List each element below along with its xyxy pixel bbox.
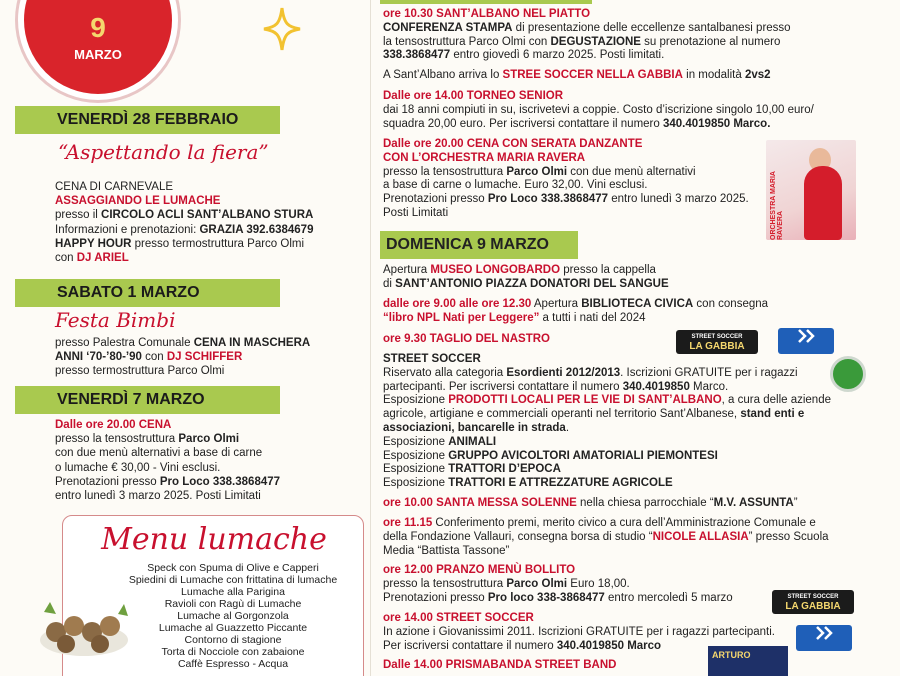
photo-caption: ORCHESTRA MARIA RAVERA [770, 171, 784, 240]
museo-line1-end: presso la cappella [560, 264, 656, 276]
dom9-santa-messa [383, 497, 858, 511]
biblioteca-line1-end: con consegna [693, 298, 769, 310]
menu-item: Speck con Spuma di Olive e Capperi [147, 562, 319, 574]
e1-phone: 338.3868477 [383, 49, 451, 62]
e1-line2-end: su prenotazione al numero [640, 35, 781, 48]
sponsor-logo-blue [778, 328, 834, 354]
esposizione-label: Esposizione [383, 449, 449, 462]
arturo-band-photo [708, 646, 788, 676]
ss2-line1: In azione i Giovanissimi 2011. Iscrizioni GRATUITE per i ragazzi partecipanti. [383, 625, 776, 638]
sab8-event-santalbano [383, 8, 858, 63]
esposizione-label: Esposizione [383, 463, 449, 476]
biblioteca-line2: a tutti i nati del 2024 [539, 311, 646, 324]
museo-location: SANT’ANTONIO PIAZZA DONATORI DEL SANGUE [395, 277, 669, 290]
pranzo-venue: Parco Olmi [506, 577, 568, 590]
orchestra-maria-ravera-photo [766, 140, 856, 240]
ven7-line2-label: presso la tensostruttura [55, 433, 179, 446]
conferenza-stampa: CONFERENZA STAMPA [383, 21, 513, 34]
dom9-street-soccer [383, 353, 858, 491]
menu-item: Torta di Nocciole con zabaione [161, 646, 305, 658]
ven7-line4: o lumache € 30,00 - Vini esclusi. [55, 461, 221, 474]
ss-phone: 340.4019850 [622, 380, 690, 393]
e4-line2: a base di carne o lumache. Euro 32,00. Vini esclusi. [383, 179, 648, 192]
premi-line2-end: ” presso Scuola [748, 530, 829, 543]
esposizione-trattori-epoca: TRATTORI D’EPOCA [448, 463, 561, 476]
ss2-line2: Per iscriversi contattare il numero [383, 639, 557, 652]
ss2-title: ore 14.00 STREET SOCCER [383, 612, 534, 624]
column-divider [370, 0, 371, 676]
e4-line3: Prenotazioni presso [383, 193, 488, 206]
e4-line1-end: con due menù alternativi [567, 165, 696, 178]
menu-item: Caffè Espresso - Acqua [177, 658, 289, 670]
heading-sabato-1: SABATO 1 MARZO [15, 279, 280, 307]
logo-top-text: STREET SOCCER [787, 594, 839, 600]
e4-line4: Posti Limitati [383, 206, 449, 219]
ven28-line2: ASSAGGIANDO LE LUMACHE [55, 195, 221, 208]
sab8-torneo-senior [383, 90, 858, 131]
cena-danzante-title: Dalle ore 20.00 CENA CON SERATA DANZANTE [383, 138, 643, 150]
menu-items [113, 562, 353, 670]
sponsor-mark-icon [795, 328, 817, 344]
ven7-proloco: Pro Loco 338.3868477 [159, 475, 281, 488]
subtitle-aspettando-la-fiera: “Aspettando la fiera” [58, 140, 269, 164]
arturo-label: ARTURO [712, 650, 751, 660]
street-soccer-logo-2 [772, 590, 854, 614]
ven28-line1: CENA DI CARNEVALE [55, 181, 174, 193]
ss-line5-end: . [565, 421, 570, 434]
dom9-biblioteca [383, 298, 858, 326]
sab8-street-soccer-intro [383, 69, 858, 83]
e4-proloco: Pro Loco 338.3868477 [487, 193, 609, 206]
badge-month: MARZO [74, 47, 122, 62]
pranzo-proloco: Pro loco 338-3868477 [487, 591, 605, 604]
e2-mode: 2vs2 [744, 69, 771, 81]
torneo-senior-line1: dai 18 anni compiuti in su, iscrivetevi a coppie. Costo d’iscrizione singolo 10,00 euro/ [383, 103, 814, 116]
heading-domenica-9: DOMENICA 9 MARZO [380, 231, 578, 259]
logo-top-text: STREET SOCCER [691, 334, 743, 340]
premi-time: ore 11.15 [383, 517, 433, 529]
ven7-line6: entro lunedì 3 marzo 2025. Posti Limitati [55, 490, 261, 503]
top-green-band [380, 0, 592, 4]
ss-line1: Riservato alla categoria [383, 366, 507, 379]
e1-line2: la tensostruttura Parco Olmi con [383, 35, 551, 48]
e2-mode-label: in modalità [682, 69, 745, 81]
ss2-phone: 340.4019850 Marco [556, 639, 662, 652]
logo-main-text: LA GABBIA [785, 601, 841, 612]
ss-line2: partecipanti. Per iscriversi contattare il numero [383, 380, 623, 393]
esposizione-label: Esposizione [383, 394, 449, 407]
e1-title: ore 10.30 SANT’ALBANO NEL PIATTO [383, 8, 591, 20]
taglio-nastro-title: ore 9.30 TAGLIO DEL NASTRO [383, 333, 550, 345]
messa-chiesa: M.V. ASSUNTA [713, 497, 794, 509]
snails-illustration-icon [34, 592, 134, 662]
pranzo-line2: Prenotazioni presso [383, 591, 488, 604]
subtitle-festa-bimbi: Festa Bimbi [55, 308, 176, 332]
torneo-senior-phone: 340.4019850 Marco. [662, 117, 771, 130]
e4-line3-end: entro lunedì 3 marzo 2025. [608, 193, 749, 206]
logo-main-text: LA GABBIA [689, 341, 745, 352]
esposizione-avicoltori: GRUPPO AVICOLTORI AMATORIALI PIEMONTESI [448, 449, 718, 462]
ven7-details [55, 418, 280, 503]
museo-intro: Apertura [383, 264, 431, 276]
e2-intro: A Sant’Albano arriva lo [383, 69, 503, 81]
esposizione-animali: ANIMALI [448, 435, 497, 448]
museo-line2-label: di [383, 277, 396, 290]
esposizione-label: Esposizione [383, 477, 449, 490]
ven28-line3-label: presso il [55, 209, 102, 222]
biblioteca-label: Apertura [531, 298, 582, 310]
heading-venerdi-28: VENERDÌ 28 FEBBRAIO [15, 106, 280, 134]
ven28-venue: CIRCOLO ACLI SANT’ALBANO STURA [101, 209, 314, 222]
dom9-premi [383, 517, 858, 558]
soccer-ball-logo [830, 356, 866, 392]
associazioni-bancarelle: associazioni, bancarelle in strada [383, 421, 566, 434]
sab1-details [55, 336, 310, 379]
sponsor-mark-icon [813, 625, 835, 641]
e1-line3: entro giovedì 6 marzo 2025. Posti limitati. [450, 49, 665, 62]
santa-messa: ore 10.00 SANTA MESSA SOLENNE [383, 497, 577, 509]
ven7-line3: con due menù alternativi a base di carne [55, 447, 263, 460]
torneo-senior-title: Dalle ore 14.00 TORNEO SENIOR [383, 90, 564, 102]
pranzo-line1: presso la tensostruttura [383, 577, 507, 590]
pranzo-title: ore 12.00 PRANZO MENÙ BOLLITO [383, 564, 576, 576]
badge-day: 9 [90, 12, 106, 43]
stree-soccer-gabbia: STREE SOCCER NELLA GABBIA [502, 69, 683, 81]
orchestra-ravera-title: CON L’ORCHESTRA MARIA RAVERA [383, 151, 586, 164]
cena-in-maschera: CENA IN MASCHERA [193, 337, 311, 349]
menu-item: Lumache alla Parigina [181, 586, 285, 598]
e4-venue: Parco Olmi [506, 165, 568, 178]
biblioteca-civica: BIBLIOTECA CIVICA [581, 298, 694, 310]
pranzo-deadline: entro mercoledì 5 marzo [604, 591, 733, 604]
sab1-con: con [141, 351, 167, 364]
street-soccer-logo [676, 330, 758, 354]
dom9-museo [383, 264, 858, 292]
torneo-senior-line2: squadra 20,00 euro. Per iscriversi contattare il numero [383, 117, 663, 130]
happy-hour-venue: presso termostruttura Parco Olmi [131, 237, 305, 250]
menu-title: Menu lumache [101, 522, 327, 557]
biblioteca-time: dalle ore 9.00 alle ore 12.30 [383, 298, 532, 310]
npl-book: “libro NPL Nati per Leggere” [383, 311, 540, 324]
menu-item: Spiedini di Lumache con frittatina di lumache [128, 574, 338, 586]
ven28-contact: GRAZIA 392.6384679 [199, 223, 314, 236]
ven28-line4-label: Informazioni e prenotazioni: [55, 223, 200, 236]
stand-enti: stand enti e [740, 408, 805, 421]
messa-close-quote: ” [793, 497, 798, 509]
ss-category: Esordienti 2012/2013 [506, 366, 621, 379]
heading-venerdi-7: VENERDÌ 7 MARZO [15, 386, 280, 414]
messa-label: nella chiesa parrocchiale “ [576, 497, 714, 509]
happy-hour-label: HAPPY HOUR [55, 237, 132, 250]
esposizione-label: Esposizione [383, 435, 449, 448]
ss-line2-end: Marco. [689, 380, 729, 393]
prismabanda-title: Dalle 14.00 PRISMABANDA STREET BAND [383, 659, 617, 671]
prodotti-locali: PRODOTTI LOCALI PER LE VIE DI SANT’ALBANO [448, 394, 722, 407]
ven7-venue: Parco Olmi [178, 433, 240, 446]
menu-item: Lumache al Guazzetto Piccante [158, 622, 308, 634]
ven28-line6-label: con [55, 252, 77, 265]
ss-line4: agricole, artigiane e commerciali operanti nel territorio Sant’Albanese, [383, 408, 741, 421]
ven28-details [55, 180, 313, 265]
ven7-cena-time: Dalle ore 20.00 CENA [55, 419, 172, 431]
sab1-line1-label: presso Palestra Comunale [55, 337, 194, 349]
ss-line3-end: , a cura delle aziende [721, 394, 831, 407]
ss-line1-end: . Iscrizioni GRATUITE per i ragazzi [620, 366, 798, 379]
e1-line1: di presentazione delle eccellenze santalbanesi presso [512, 21, 791, 34]
degustazione: DEGUSTAZIONE [550, 35, 641, 48]
museo-longobardo: MUSEO LONGOBARDO [430, 264, 561, 276]
e4-line1: presso la tensostruttura [383, 165, 507, 178]
menu-item: Contorno di stagione [184, 634, 282, 646]
dj-ariel: DJ ARIEL [76, 252, 129, 265]
premi-line3: Media “Battista Tassone” [383, 544, 510, 557]
esposizione-trattori-attrezzature: TRATTORI E ATTREZZATURE AGRICOLE [448, 477, 673, 490]
premi-line1: Conferimento premi, merito civico a cura dell’Amministrazione Comunale e [432, 517, 816, 529]
dj-schiffer: DJ SCHIFFER [166, 351, 243, 364]
anni-70-80-90: ANNI ‘70-’80-’90 [55, 351, 142, 364]
menu-item: Lumache al Gorgonzola [177, 610, 289, 622]
pranzo-price: Euro 18,00. [567, 577, 630, 590]
sponsor-logo-blue-2 [796, 625, 852, 651]
premi-line2: della Fondazione Vallauri, consegna borsa di studio “ [383, 530, 653, 543]
menu-item: Ravioli con Ragù di Lumache [164, 598, 302, 610]
singer-figure [804, 166, 842, 240]
sab1-line3: presso termostruttura Parco Olmi [55, 365, 225, 378]
sparkle-star-icon [262, 6, 302, 52]
street-soccer-title: STREET SOCCER [383, 353, 481, 365]
date-badge [18, 0, 178, 100]
ven7-line5-label: Prenotazioni presso [55, 475, 160, 488]
nicole-allasia: NICOLE ALLASIA [652, 530, 749, 543]
